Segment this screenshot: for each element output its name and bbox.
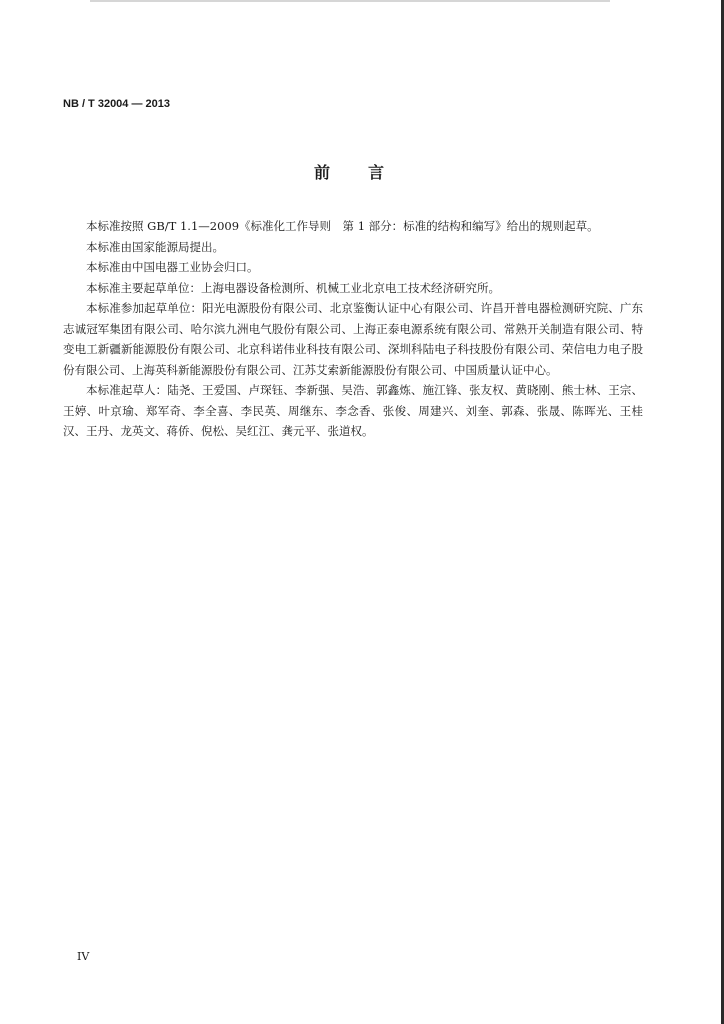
- page-number: IV: [77, 950, 90, 963]
- paragraph-proposer: 本标准由国家能源局提出。: [86, 239, 224, 254]
- standard-code: NB / T 32004 — 2013: [63, 98, 171, 110]
- foreword-body: [63, 216, 643, 442]
- heading-char-1: 前: [313, 163, 332, 182]
- paragraph-administrator: 本标准由中国电器工业协会归口。: [86, 260, 259, 274]
- scan-edge-top: [90, 0, 610, 2]
- section-heading: [0, 160, 700, 183]
- paragraph-main-drafters: 本标准主要起草单位：上海电器设备检测所、机械工业北京电工技术经济研究所。: [86, 280, 500, 295]
- paragraph-drafting-persons: 本标准起草人：陆尧、王爱国、卢琛钰、李新强、吴浩、郭鑫炼、施江锋、张友权、黄晓刚、熊士林、王宗、王婷、叶京瑜、郑军奇、李全喜、李民英、周继东、李念香、张俊、周建兴、刘奎、郭森、张晟、陈晖光、王桂汉、王丹、龙英文、蒋侨、倪松、吴红江、龚元平、张道权。: [63, 383, 643, 438]
- paragraph-drafting-rules: 本标准按照 GB/T 1.1—2009《标准化工作导则 第 1 部分：标准的结构和编写》给出的规则起草。: [86, 219, 599, 233]
- paragraph-participating-drafters: 本标准参加起草单位：阳光电源股份有限公司、北京鉴衡认证中心有限公司、许昌开普电器检测研究院、广东志诚冠军集团有限公司、哈尔滨九洲电气股份有限公司、上海正泰电源系统有限公司、常熟开关制造有限公司、特变电工新疆新能源股份有限公司、北京科诺伟业科技有限公司、深圳科陆电子科技股份有限公司、荣信电力电子股份有限公司、上海英科新能源股份有限公司、江苏艾索新能源股份有限公司、中国质量认证中心。: [63, 301, 643, 377]
- heading-char-2: 言: [368, 163, 387, 182]
